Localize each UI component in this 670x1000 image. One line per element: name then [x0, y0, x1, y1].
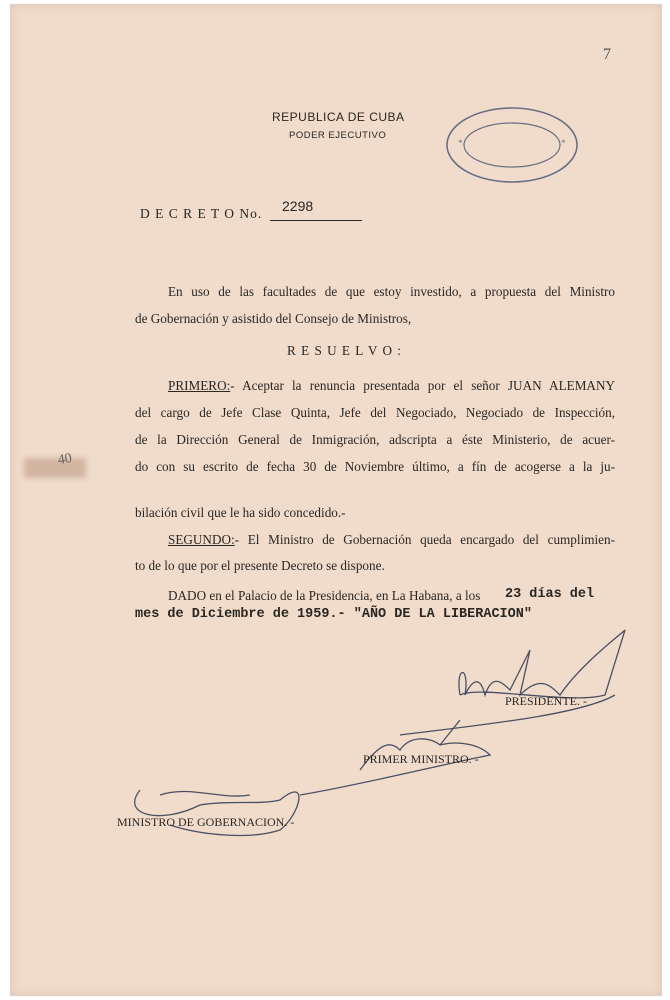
decree-number: 2298	[282, 198, 314, 214]
primero-line: bilación civil que le ha sido concedido.-	[135, 505, 346, 520]
margin-mark: 40	[56, 450, 74, 469]
resuelvo-heading: R E S U E L V O :	[287, 343, 402, 358]
signature-label-presidente: PRESIDENTE. -	[505, 694, 587, 708]
primero-line	[168, 378, 615, 394]
page-number: 7	[603, 46, 611, 63]
dado-date: 23 días del	[505, 587, 595, 602]
segundo-text: - El Ministro de Gobernación queda encargado del cumplimien-	[234, 532, 615, 547]
header-subtitle: PODER EJECUTIVO	[289, 130, 387, 141]
margin-stain	[24, 458, 86, 478]
header-title: REPUBLICA DE CUBA	[272, 110, 405, 124]
dado-date-line: mes de Diciembre de 1959.- "AÑO DE LA LIBERACION"	[135, 607, 532, 622]
official-stamp	[444, 104, 580, 186]
segundo-line: to de lo que por el presente Decreto se dispone.	[135, 558, 385, 573]
decree-label: D E C R E T O No.	[140, 206, 263, 221]
segundo-label: SEGUNDO:	[168, 532, 235, 547]
segundo-line	[168, 532, 615, 548]
signature-label-ministro: MINISTRO DE GOBERNACION. -	[117, 815, 295, 829]
primero-label: PRIMERO:	[168, 378, 231, 393]
primero-line: de la Dirección General de Inmigración, adscripta a éste Ministerio, de acuer-	[135, 432, 615, 447]
primero-text: - Aceptar la renuncia presentada por el señor JUAN ALEMANY	[230, 378, 615, 393]
signature-label-primer-ministro: PRIMER MINISTRO. -	[363, 752, 479, 766]
svg-text:*: *	[458, 138, 463, 148]
primero-line: do con su escrito de fecha 30 de Noviembre último, a fín de acogerse a la ju-	[135, 459, 615, 474]
dado-lead: DADO en el Palacio de la Presidencia, en La Habana, a los	[168, 588, 481, 603]
preamble-line: En uso de las facultades de que estoy investido, a propuesta del Ministro	[168, 284, 615, 299]
preamble-line: de Gobernación y asistido del Consejo de Ministros,	[135, 311, 412, 326]
decree-number-line	[270, 198, 362, 221]
primero-line: del cargo de Jefe Clase Quinta, Jefe del Negociado, Negociado de Inspección,	[135, 405, 615, 420]
svg-text:*: *	[561, 138, 566, 148]
